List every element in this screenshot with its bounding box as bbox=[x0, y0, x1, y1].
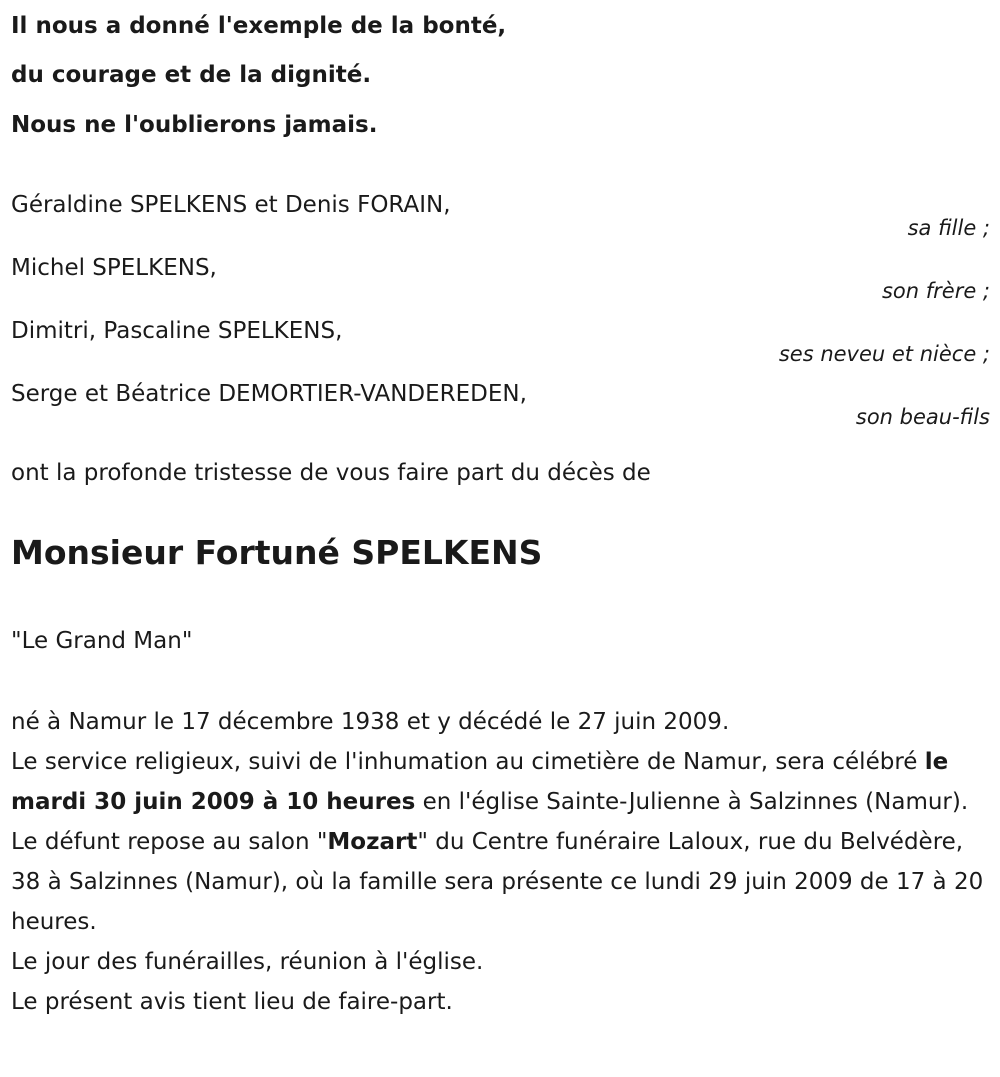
service-paragraph bbox=[11, 742, 996, 822]
announcement-text: ont la profonde tristesse de vous faire part du décès de bbox=[11, 460, 651, 486]
salon-name: Mozart bbox=[327, 829, 418, 855]
repose-paragraph bbox=[11, 822, 996, 942]
family-member-name-2: Michel SPELKENS, bbox=[11, 255, 217, 281]
motto-line-2: du courage et de la dignité. bbox=[11, 62, 372, 88]
birth-death-line: né à Namur le 17 décembre 1938 et y décédé le 27 juin 2009. bbox=[11, 709, 730, 735]
motto-line-3: Nous ne l'oublierons jamais. bbox=[11, 112, 378, 138]
service-text-end: en l'église Sainte-Julienne à Salzinnes (Namur). bbox=[415, 789, 969, 815]
family-member-relation-1: sa fille ; bbox=[907, 216, 990, 240]
family-member-name-3: Dimitri, Pascaline SPELKENS, bbox=[11, 318, 343, 344]
notice-line: Le présent avis tient lieu de faire-part. bbox=[11, 989, 453, 1015]
family-member-name-1: Géraldine SPELKENS et Denis FORAIN, bbox=[11, 192, 451, 218]
repose-text-end: " du Centre funéraire Laloux, rue du Belvédère, 38 à Salzinnes (Namur), où la famille sera présente ce lundi 29 juin 2009 de 17 à 20 heures. bbox=[11, 829, 984, 935]
motto-line-1: Il nous a donné l'exemple de la bonté, bbox=[11, 13, 507, 39]
family-member-name-4: Serge et Béatrice DEMORTIER-VANDEREDEN, bbox=[11, 381, 527, 407]
repose-text-start: Le défunt repose au salon " bbox=[11, 829, 328, 855]
meeting-line: Le jour des funérailles, réunion à l'église. bbox=[11, 949, 484, 975]
service-date: le mardi 30 juin 2009 à 10 heures bbox=[11, 749, 949, 815]
funeral-details bbox=[11, 702, 996, 1022]
family-member-relation-3: ses neveu et nièce ; bbox=[778, 342, 990, 366]
service-text-start: Le service religieux, suivi de l'inhumation au cimetière de Namur, sera célébré bbox=[11, 749, 925, 775]
family-member-relation-4: son beau-fils bbox=[855, 405, 990, 429]
family-member-relation-2: son frère ; bbox=[881, 279, 990, 303]
deceased-nickname: "Le Grand Man" bbox=[11, 628, 193, 654]
deceased-name: Monsieur Fortuné SPELKENS bbox=[11, 533, 543, 572]
